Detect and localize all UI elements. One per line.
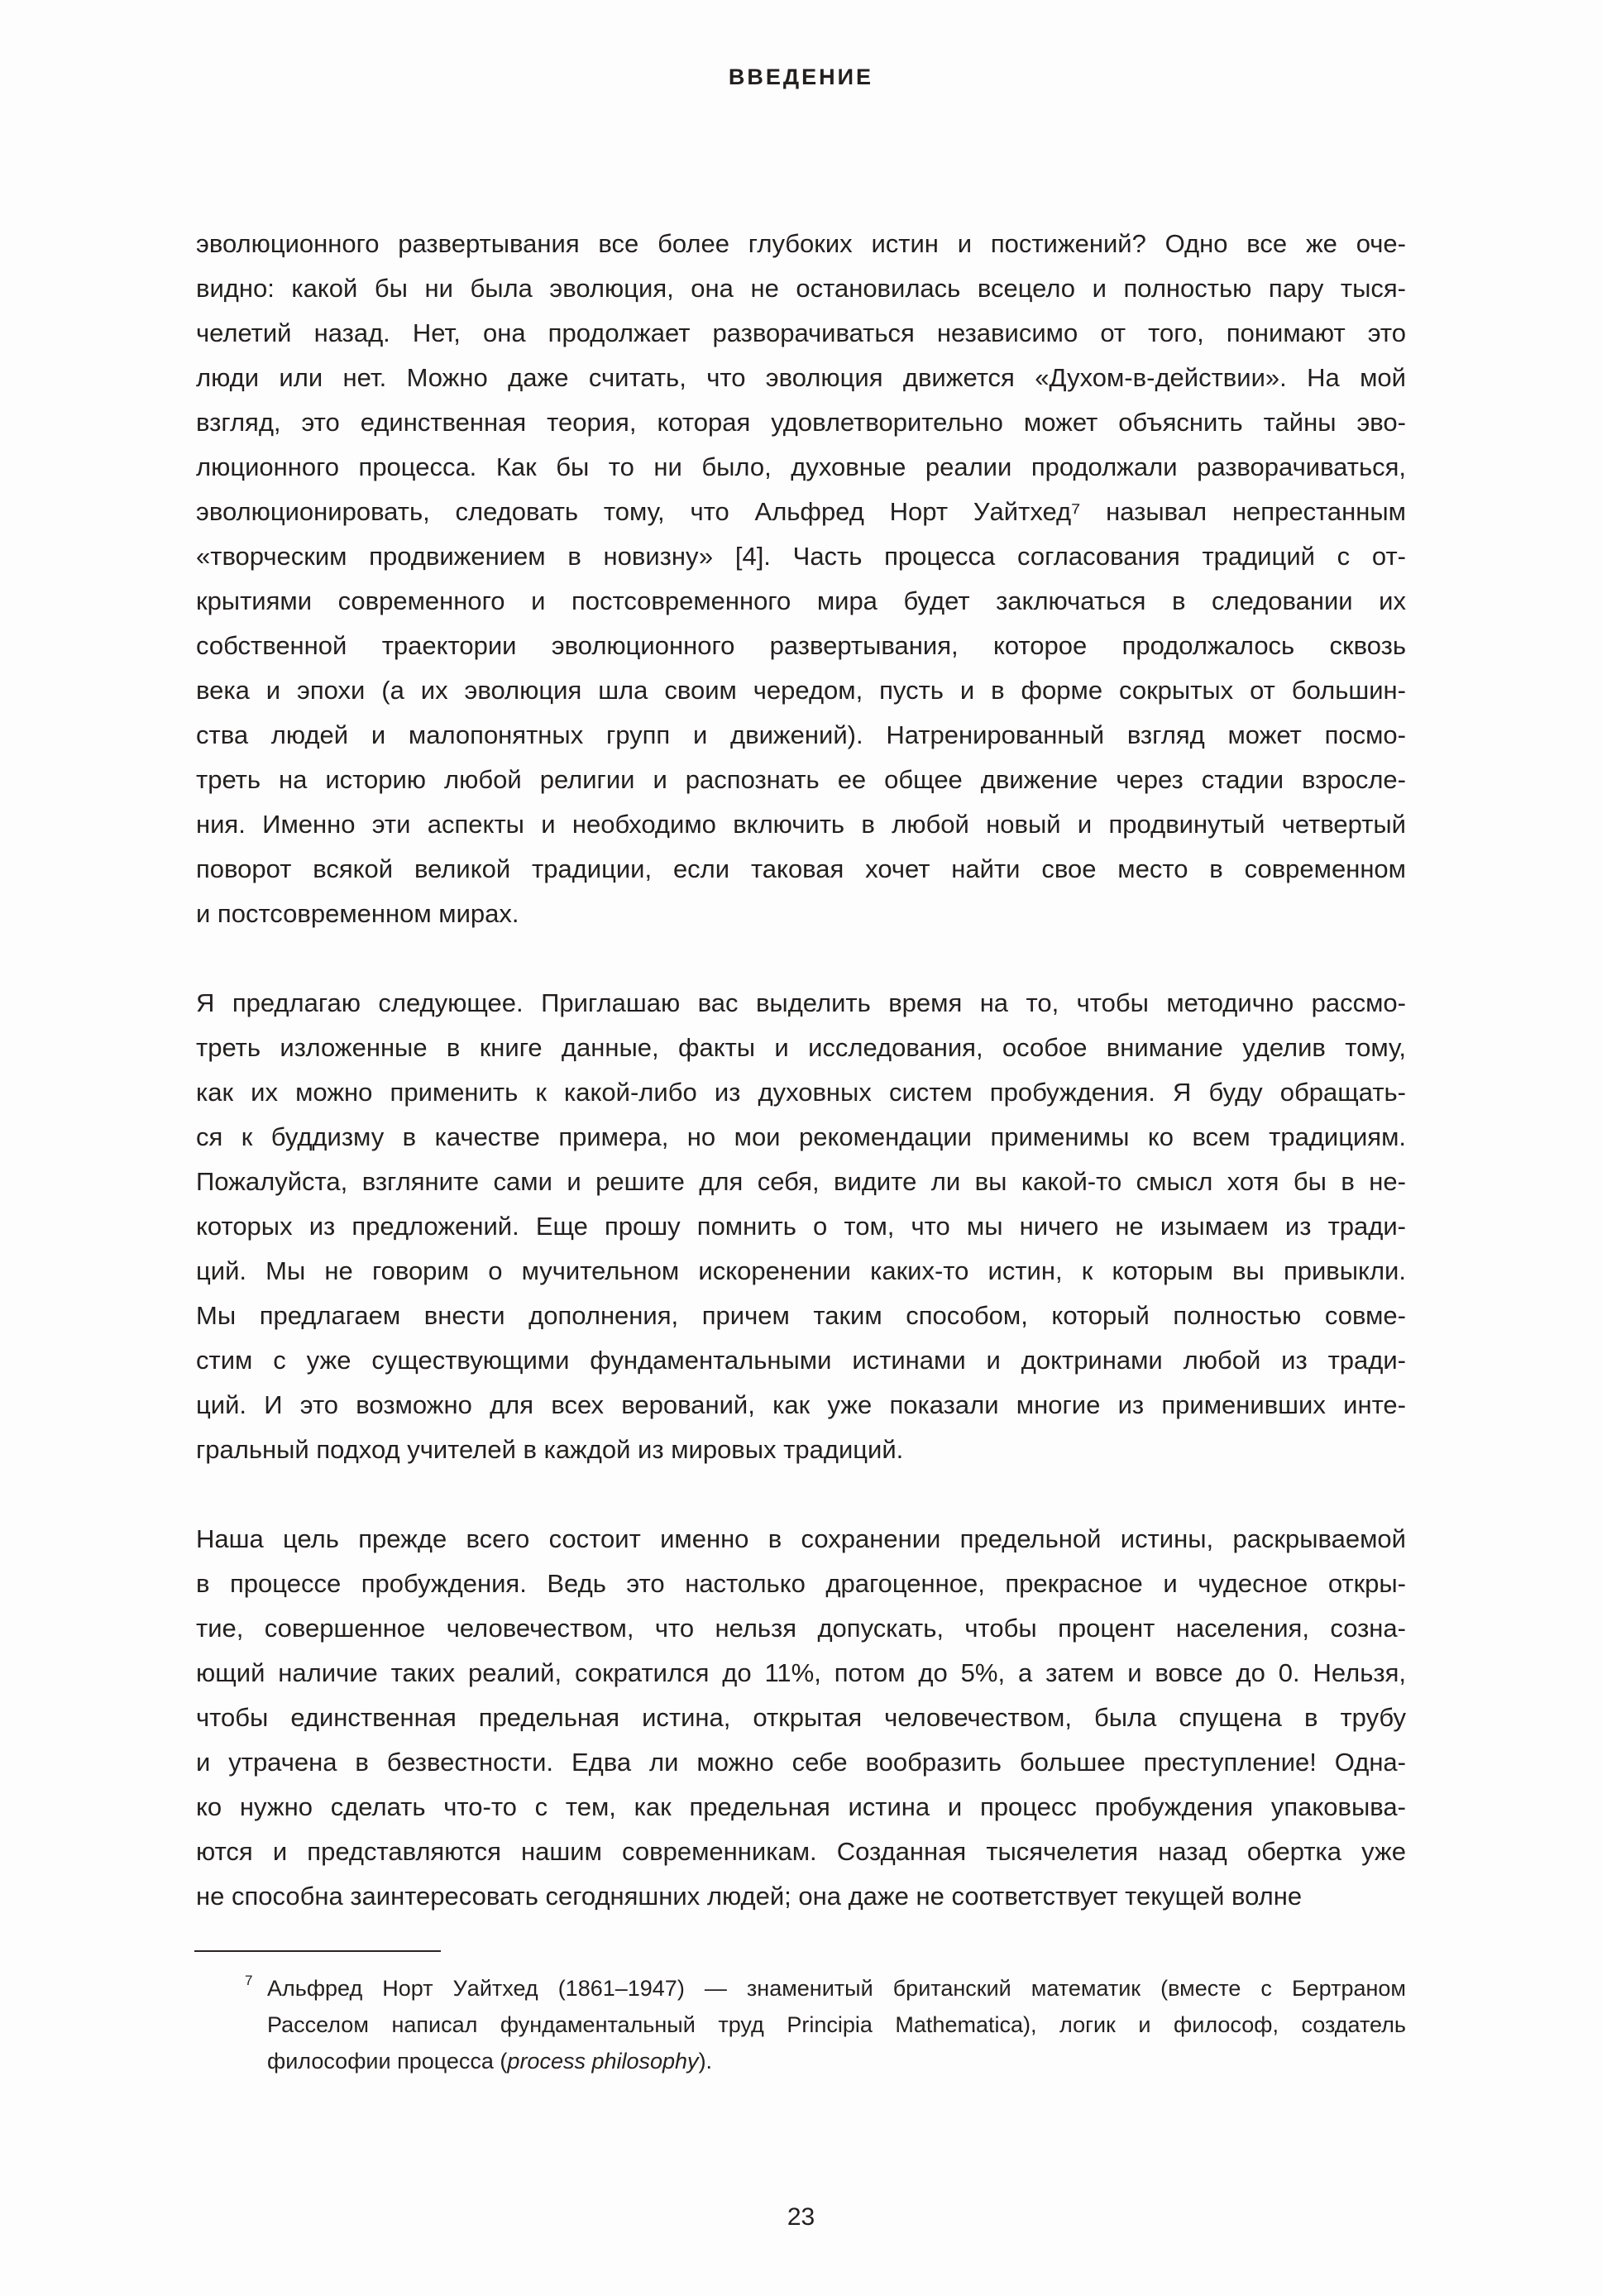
footnote-text — [267, 1970, 1406, 2079]
text-line: ния. Именно эти аспекты и необходимо включить в любой новый и продвинутый четвертый — [196, 810, 1406, 839]
text-line: взгляд, это единственная теория, которая удовлетворительно может объяснить тайны эво- — [196, 408, 1406, 437]
text-line: и постсовременном мирах. — [196, 899, 519, 928]
text-line: века и эпохи (а их эволюция шла своим чередом, пусть и в форме сокрытых от большин- — [196, 676, 1406, 705]
text-line: Мы предлагаем внести дополнения, причем таким способом, который полностью совме- — [196, 1301, 1406, 1330]
text-line: поворот всякой великой традиции, если таковая хочет найти свое место в современном — [196, 854, 1406, 883]
footnote-segment: Альфред Норт Уайтхед (1861–1947) — знаменитый британский математик (вместе с Бертраном — [267, 1976, 1406, 2001]
text-line: эволюционного развертывания все более глубоких истин и постижений? Одно все же оче- — [196, 229, 1406, 258]
text-line: Я предлагаю следующее. Приглашаю вас выделить время на то, чтобы методично рассмо- — [196, 988, 1406, 1017]
paragraph — [196, 222, 1406, 936]
footnote-segment: Расселом написал фундаментальный труд Principia Mathematica), логик и философ, создатель — [267, 2012, 1406, 2037]
page-number: 23 — [787, 2203, 815, 2231]
text-line: тие, совершенное человечеством, что нельзя допускать, чтобы процент населения, созна- — [196, 1614, 1406, 1643]
text-line: люди или нет. Можно даже считать, что эволюция движется «Духом-в-действии». На мой — [196, 363, 1406, 392]
text-line: ся к буддизму в качестве примера, но мои рекомендации применимы ко всем традициям. — [196, 1122, 1406, 1151]
paragraph — [196, 981, 1406, 1472]
text-line: ства людей и малопонятных групп и движений). Натренированный взгляд может посмо- — [196, 720, 1406, 749]
text-line: эволюционировать, следовать тому, что Альфред Норт Уайтхед⁷ называл непрестанным — [196, 497, 1406, 526]
text-line: ций. И это возможно для всех верований, как уже показали многие из применивших инте- — [196, 1390, 1406, 1419]
text-line: треть изложенные в книге данные, факты и исследования, особое внимание уделив тому, — [196, 1033, 1406, 1062]
text-line: собственной траектории эволюционного развертывания, которое продолжалось сквозь — [196, 631, 1406, 660]
text-line: люционного процесса. Как бы то ни было, духовные реалии продолжали разворачиваться, — [196, 452, 1406, 481]
text-line: и утрачена в безвестности. Едва ли можно себе вообразить большее преступление! Одна- — [196, 1748, 1406, 1777]
text-line: стим с уже существующими фундаментальными истинами и доктринами любой из тради- — [196, 1346, 1406, 1375]
text-line: ющий наличие таких реалий, сократился до 11%, потом до 5%, а затем и вовсе до 0. Нельзя, — [196, 1658, 1406, 1687]
text-line: ко нужно сделать что-то с тем, как предельная истина и процесс пробуждения упаковыва- — [196, 1792, 1406, 1821]
text-line: гральный подход учителей в каждой из мировых традиций. — [196, 1435, 904, 1464]
footnote-line — [267, 2007, 1406, 2043]
text-line: Наша цель прежде всего состоит именно в сохранении предельной истины, раскрываемой — [196, 1524, 1406, 1553]
text-line: Пожалуйста, взгляните сами и решите для себя, видите ли вы какой-то смысл хотя бы в не- — [196, 1167, 1406, 1196]
text-line: не способна заинтересовать сегодняшних людей; она даже не соответствует текущей волне — [196, 1882, 1303, 1911]
footnote-line — [267, 1970, 1406, 2007]
text-line: крытиями современного и постсовременного мира будет заключаться в следовании их — [196, 586, 1406, 615]
footnote-segment: ). — [698, 2049, 713, 2074]
text-line: челетий назад. Нет, она продолжает разворачиваться независимо от того, понимают это — [196, 318, 1406, 347]
text-line: ций. Мы не говорим о мучительном искоренении каких-то истин, к которым вы привыкли. — [196, 1256, 1406, 1285]
text-line: «творческим продвижением в новизну» [4]. Часть процесса согласования традиций с от- — [196, 542, 1406, 571]
footnote-line — [267, 2043, 1406, 2079]
footnote — [245, 1970, 1406, 2079]
paragraph — [196, 1517, 1406, 1919]
text-line: как их можно применить к какой-либо из духовных систем пробуждения. Я буду обращать- — [196, 1078, 1406, 1107]
text-line: в процессе пробуждения. Ведь это настолько драгоценное, прекрасное и чудесное откры- — [196, 1569, 1406, 1598]
footnote-segment: философии процесса ( — [267, 2049, 508, 2074]
text-line: чтобы единственная предельная истина, открытая человечеством, была спущена в трубу — [196, 1703, 1406, 1732]
footnote-segment: process philosophy — [507, 2049, 699, 2074]
text-line: треть на историю любой религии и распознать ее общее движение через стадии взросле- — [196, 765, 1406, 794]
footnote-marker: 7 — [245, 1973, 253, 1988]
running-header: ВВЕДЕНИЕ — [728, 65, 874, 89]
text-line: видно: какой бы ни была эволюция, она не остановилась всецело и полностью пару тыся- — [196, 274, 1406, 303]
footnote-rule — [194, 1950, 441, 1952]
text-line: которых из предложений. Еще прошу помнить о том, что мы ничего не изымаем из тради- — [196, 1212, 1406, 1241]
text-line: ются и представляются нашим современникам. Созданная тысячелетия назад обертка уже — [196, 1837, 1406, 1866]
text-block — [196, 222, 1406, 1919]
